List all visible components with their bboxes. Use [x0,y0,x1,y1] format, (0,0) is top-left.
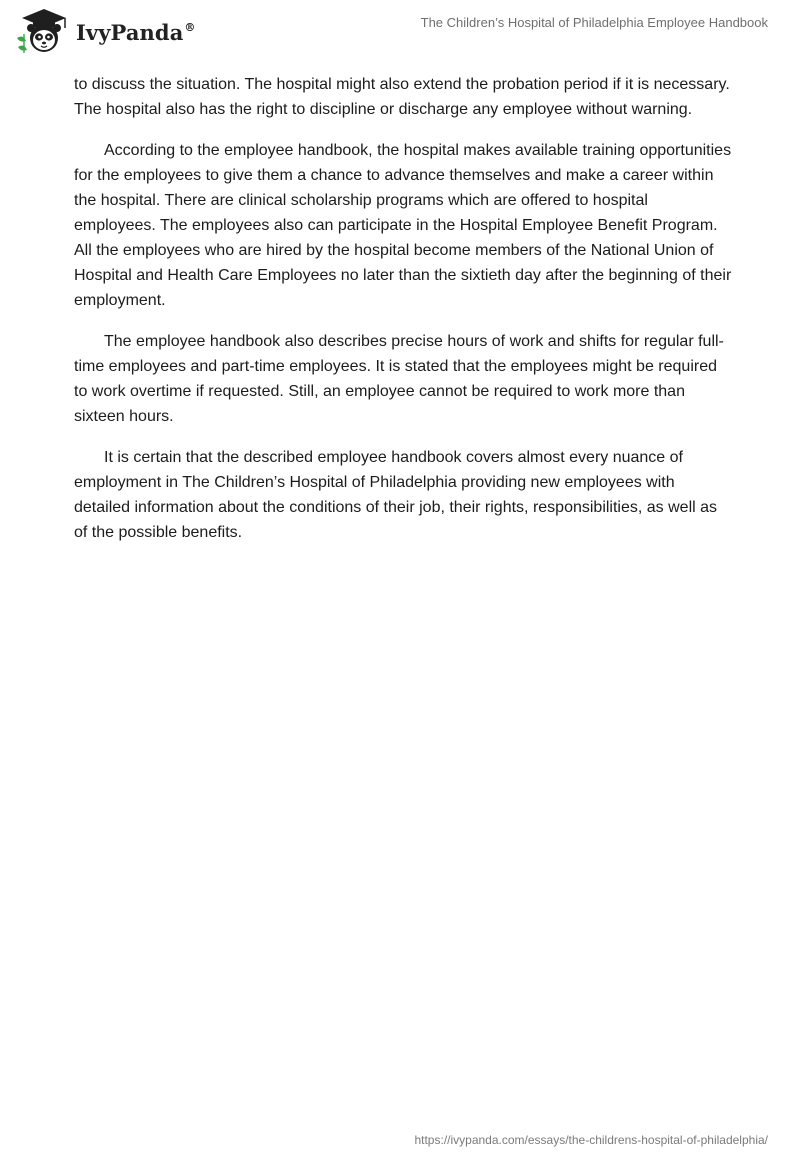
panda-graduate-logo-icon [14,8,74,54]
essay-body [74,72,734,561]
paragraph: The employee handbook also describes precise hours of work and shifts for regular full-time employees and part-time employees. It is stated that the employees might be required to work overtime if requested. Still, an employee cannot be required to work more than sixteen hours. [74,333,724,425]
paragraph-continued: to discuss the situation. The hospital might also extend the probation period if it is necessary. The hospital also has the right to discipline or discharge any employee without warning. [74,76,730,118]
source-url-link[interactable]: https://ivypanda.com/essays/the-childrens-hospital-of-philadelphia/ [414,1133,768,1147]
logo-wordmark: IvyPanda® [76,19,196,45]
paragraph: According to the employee handbook, the hospital makes available training opportunities for the employees to give them a chance to advance themselves and make a career within the hospital. There are clinical scholarship programs which are offered to hospital employees. The employees also can participate in the Hospital Employee Benefit Program. All the employees who are hired by the hospital become members of the National Union of Hospital and Health Care Employees no later than the sixtieth day after the beginning of their employment. [74,142,732,309]
paragraph: It is certain that the described employee handbook covers almost every nuance of employment in The Children’s Hospital of Philadelphia providing new employees with detailed information about the conditions of their job, their rights, responsibilities, as well as of the possible benefits. [74,449,718,541]
page-header [0,0,800,64]
registered-mark: ® [184,20,196,34]
document-title: The Children’s Hospital of Philadelphia Employee Handbook [420,15,768,30]
ivypanda-logo[interactable] [14,8,196,54]
